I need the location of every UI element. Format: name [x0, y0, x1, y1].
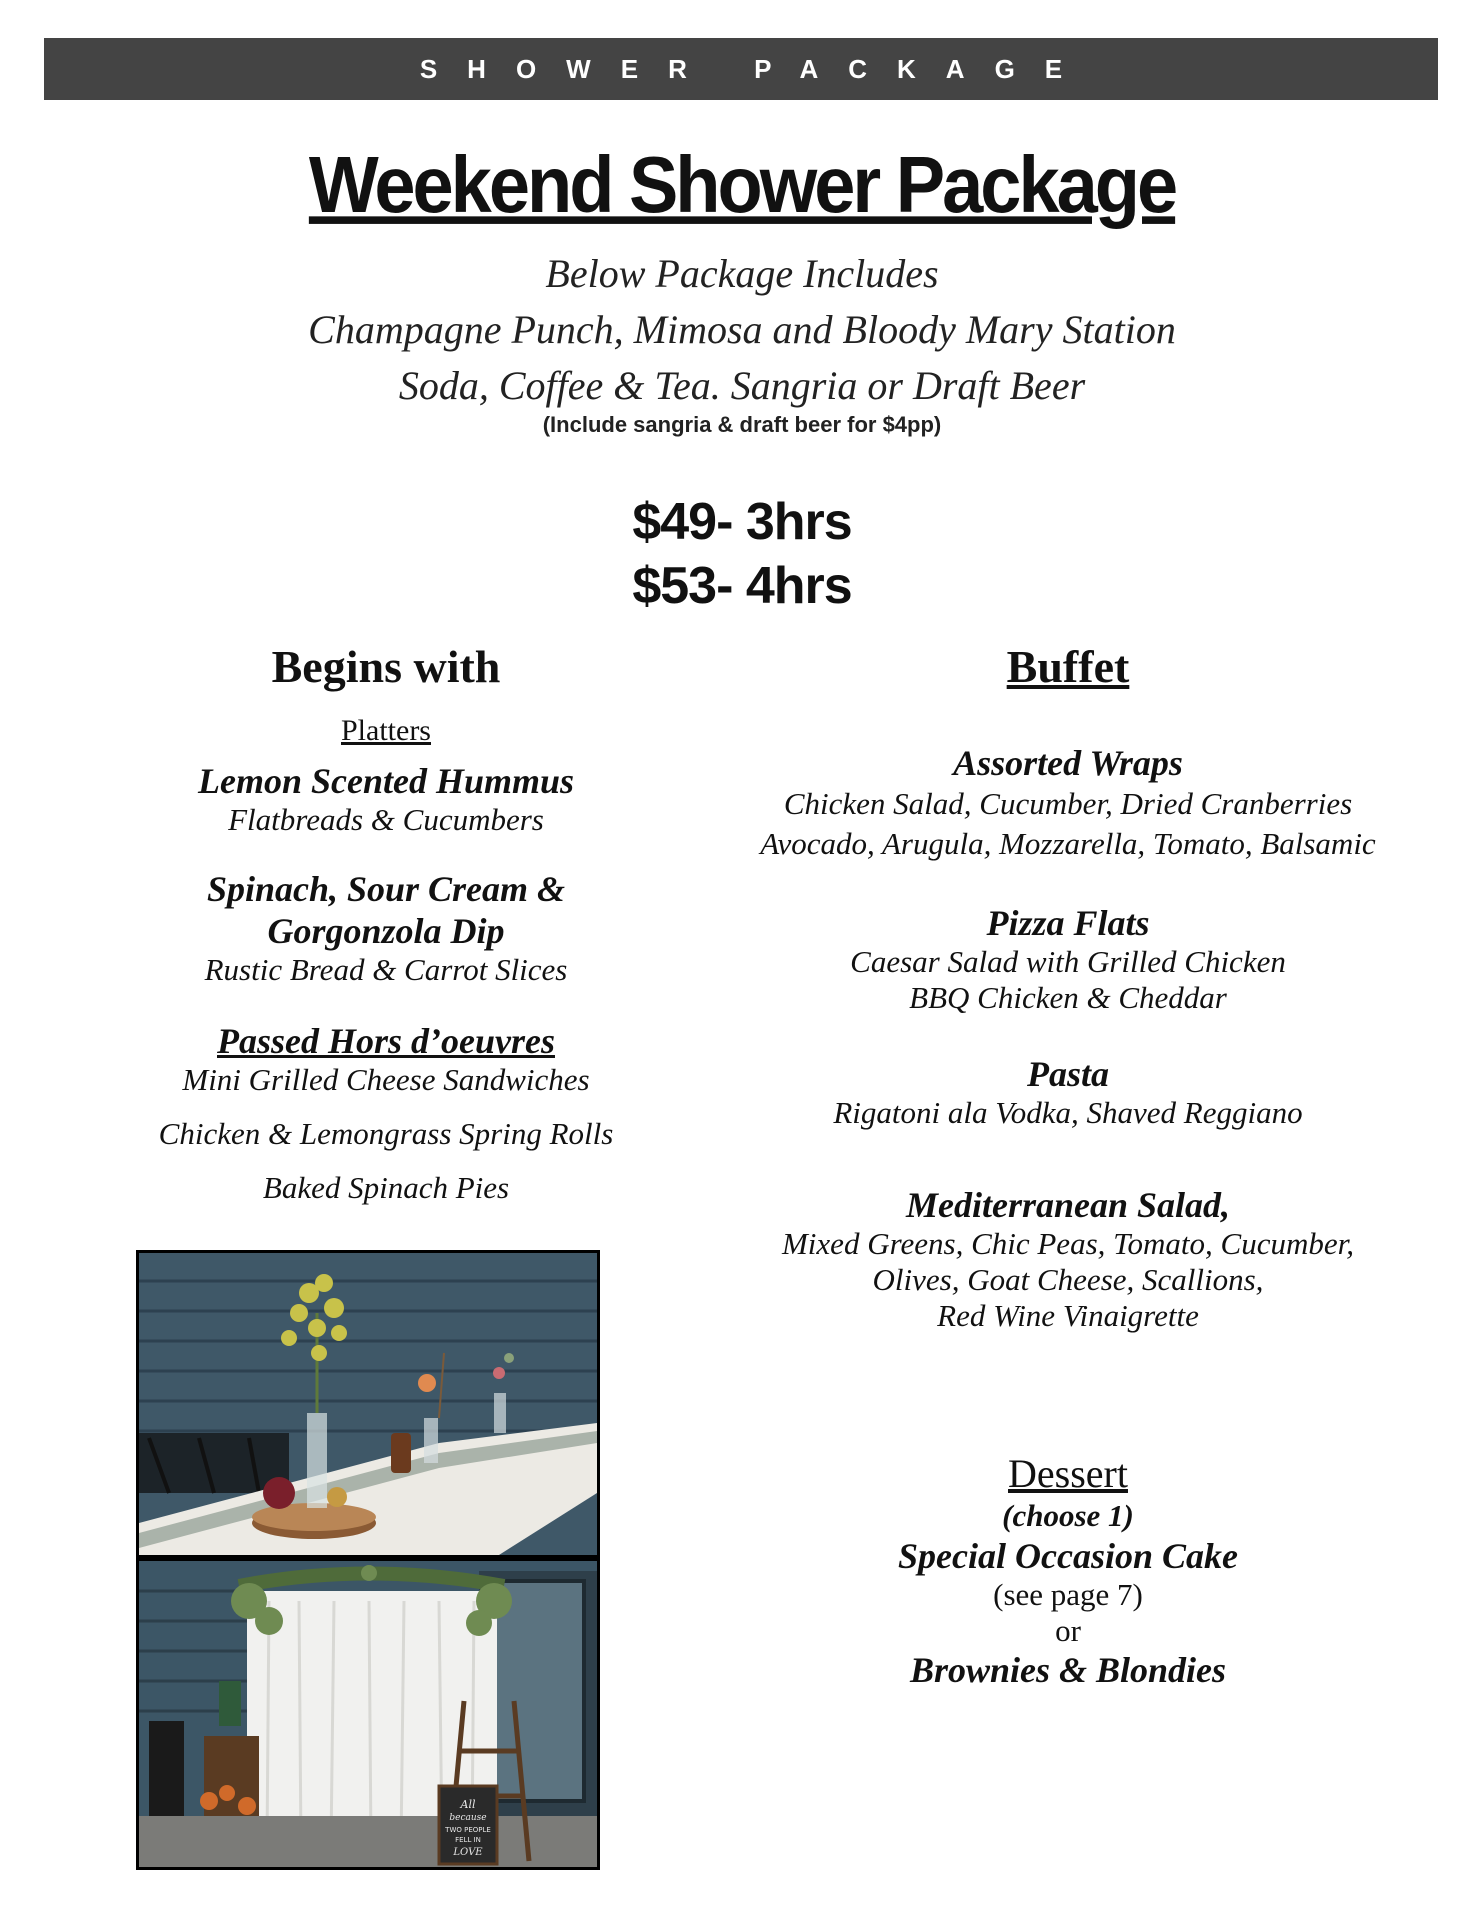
pasta-line-1: Rigatoni ala Vodka, Shaved Reggiano [833, 1095, 1303, 1130]
item-dip-title-1: Spinach, Sour Cream & [206, 869, 566, 909]
dessert-choose: (choose 1) [1002, 1498, 1134, 1533]
buffet-wraps [718, 742, 1418, 864]
salad-line-1: Mixed Greens, Chic Peas, Tomato, Cucumber, [781, 1226, 1354, 1261]
intro-line-1: Below Package Includes [545, 251, 939, 296]
package-intro [0, 246, 1484, 414]
price-4hrs: $53- 4hrs [632, 557, 852, 615]
wraps-line-2: Avocado, Arugula, Mozzarella, Tomato, Balsamic [760, 826, 1376, 861]
page-title: Weekend Shower Package [308, 139, 1176, 230]
pasta-title: Pasta [1026, 1054, 1109, 1094]
item-dip-title-2: Gorgonzola Dip [267, 911, 505, 951]
dessert-option-brownies: Brownies & Blondies [909, 1650, 1227, 1690]
pizza-line-2: BBQ Chicken & Cheddar [909, 980, 1227, 1015]
dessert-heading: Dessert [1008, 1451, 1128, 1496]
intro-note: (Include sangria & draft beer for $4pp) [542, 412, 942, 437]
begins-with-heading: Begins with [271, 641, 501, 692]
price-3hrs: $49- 3hrs [632, 493, 852, 551]
table-setting-photo [136, 1250, 600, 1558]
dessert-or: or [1055, 1613, 1081, 1648]
buffet-salad [718, 1184, 1418, 1334]
buffet-pasta [718, 1053, 1418, 1131]
pizza-title: Pizza Flats [986, 903, 1150, 943]
sign-line-5: LOVE [453, 1847, 483, 1858]
dessert-option-cake-note: (see page 7) [993, 1577, 1143, 1612]
wraps-title: Assorted Wraps [953, 743, 1183, 783]
sign-line-1: All [460, 1798, 476, 1811]
dessert-option-cake: Special Occasion Cake [898, 1536, 1238, 1576]
intro-line-3: Soda, Coffee & Tea. Sangria or Draft Beer [398, 363, 1086, 408]
pizza-line-1: Caesar Salad with Grilled Chicken [850, 944, 1286, 979]
backdrop-decor-photo [136, 1558, 600, 1870]
sign-line-4: FELL IN [455, 1836, 481, 1844]
passed-item-1: Mini Grilled Cheese Sandwiches [182, 1062, 590, 1097]
platters-label: Platters [341, 714, 431, 747]
salad-line-3: Red Wine Vinaigrette [937, 1298, 1199, 1333]
left-column [86, 714, 686, 1206]
passed-item-2: Chicken & Lemongrass Spring Rolls [158, 1116, 614, 1151]
passed-hors-title: Passed Hors d’oeuvres [217, 1021, 555, 1061]
buffet-pizza [718, 902, 1418, 1016]
sign-line-3: TWO PEOPLE [445, 1826, 491, 1834]
dessert-section [768, 1450, 1368, 1691]
item-dip-desc: Rustic Bread & Carrot Slices [204, 952, 568, 987]
intro-line-2: Champagne Punch, Mimosa and Bloody Mary Station [308, 307, 1176, 352]
buffet-heading: Buffet [1006, 641, 1130, 692]
salad-line-2: Olives, Goat Cheese, Scallions, [872, 1262, 1264, 1297]
sign-line-2: because [449, 1813, 487, 1823]
item-hummus-desc: Flatbreads & Cucumbers [228, 802, 544, 837]
header-banner: SHOWER PACKAGE [44, 38, 1438, 100]
wraps-line-1: Chicken Salad, Cucumber, Dried Cranberries [783, 786, 1353, 821]
item-hummus-title: Lemon Scented Hummus [197, 761, 575, 801]
salad-title: Mediterranean Salad, [905, 1185, 1231, 1225]
passed-item-3: Baked Spinach Pies [262, 1170, 510, 1205]
